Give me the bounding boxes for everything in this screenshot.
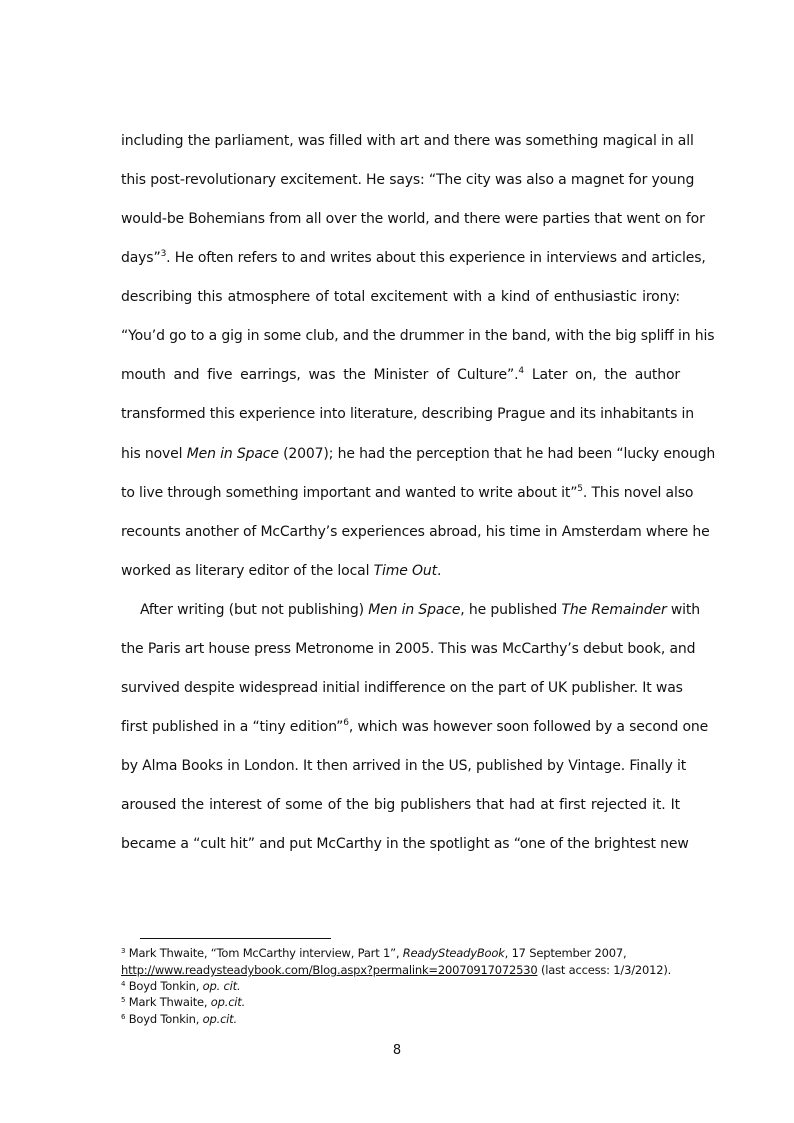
body-line: would-be Bohemians from all over the world, and there were parties that went on for: [121, 211, 705, 227]
page-number: 8: [392, 1043, 402, 1058]
text-span: mouth and five earrings, was the Minister of Culture”.: [121, 367, 519, 383]
footnote-number: 6: [121, 1013, 126, 1021]
footnote-number: 4: [121, 980, 126, 988]
citation: op.cit.: [202, 1012, 237, 1026]
footnote-number: 5: [121, 996, 126, 1004]
footnote-ref: 3: [160, 249, 167, 259]
body-line: recounts another of McCarthy’s experiences abroad, his time in Amsterdam where he: [121, 524, 710, 540]
text-span: . He often refers to and writes about this experience in interviews and articles,: [166, 250, 706, 266]
body-line: transformed this experience into literature, describing Prague and its inhabitants in: [121, 406, 695, 422]
body-line: describing this atmosphere of total excitement with a kind of enthusiastic irony:: [121, 289, 680, 305]
text-span: first published in a “tiny edition”: [121, 719, 344, 735]
text-span: , which was however soon followed by a second one: [348, 719, 709, 735]
text-span: (2007); he had the perception that he had been “lucky enough: [278, 446, 716, 462]
text-span: .: [436, 563, 442, 579]
footnote-number: 3: [121, 947, 126, 955]
body-line: the Paris art house press Metronome in 2005. This was McCarthy’s debut book, and: [121, 641, 696, 657]
body-line: “You’d go to a gig in some club, and the drummer in the band, with the big spliff in his: [121, 328, 715, 344]
body-line: survived despite widespread initial indifference on the part of UK publisher. It was: [121, 680, 683, 696]
text-span: worked as literary editor of the local: [121, 563, 374, 579]
text-span: days”: [121, 250, 161, 266]
footnote-link[interactable]: http://www.readysteadybook.com/Blog.aspx?permalink=20070917072530: [121, 963, 538, 977]
body-line: [121, 367, 680, 383]
footnote-separator: [140, 938, 331, 939]
body-line: [121, 249, 706, 266]
magazine-title: Time Out: [373, 563, 437, 579]
footnote-4: [121, 979, 240, 993]
text-span: to live through something important and wanted to write about it”: [121, 485, 578, 501]
body-line: aroused the interest of some of the big publishers that had at first rejected it. It: [121, 797, 680, 813]
text-span: his novel: [121, 446, 187, 462]
book-title: The Remainder: [561, 602, 667, 618]
book-title: Men in Space: [368, 602, 461, 618]
book-title: Men in Space: [186, 446, 279, 462]
text-span: After writing (but not publishing): [140, 602, 369, 618]
text-span: Mark Thwaite,: [125, 995, 211, 1009]
citation: op.cit.: [210, 995, 246, 1009]
body-line: including the parliament, was filled with art and there was something magical in all: [121, 133, 694, 149]
body-line: [121, 446, 716, 462]
body-line: [121, 718, 709, 735]
text-span: . This novel also: [582, 485, 694, 501]
text-span: Mark Thwaite, “Tom McCarthy interview, Part 1”,: [125, 946, 403, 960]
citation: op. cit.: [202, 979, 241, 993]
body-line: [121, 484, 694, 501]
footnote-ref: 4: [518, 366, 524, 376]
footnote-ref: 5: [577, 484, 583, 494]
source-title: ReadySteadyBook: [402, 946, 505, 960]
text-span: Boyd Tonkin,: [125, 1012, 203, 1026]
body-line: by Alma Books in London. It then arrived in the US, published by Vintage. Finally it: [121, 758, 687, 774]
footnote-ref: 6: [343, 718, 349, 728]
text-span: , 17 September 2007,: [504, 946, 627, 960]
footnote-3-cont: [121, 963, 671, 977]
text-span: (last access: 1/3/2012).: [537, 963, 672, 977]
body-line: [140, 602, 700, 618]
footnote-5: [121, 995, 245, 1009]
footnote-3: [121, 946, 626, 960]
footnote-6: [121, 1012, 237, 1026]
text-span: , he published: [460, 602, 562, 618]
text-span: with: [666, 602, 700, 618]
body-line: became a “cult hit” and put McCarthy in the spotlight as “one of the brightest new: [121, 836, 689, 852]
text-span: Boyd Tonkin,: [125, 979, 203, 993]
body-line: [121, 563, 680, 579]
text-span: Later on, the author: [524, 367, 680, 383]
body-line: this post-revolutionary excitement. He says: “The city was also a magnet for young: [121, 172, 695, 188]
